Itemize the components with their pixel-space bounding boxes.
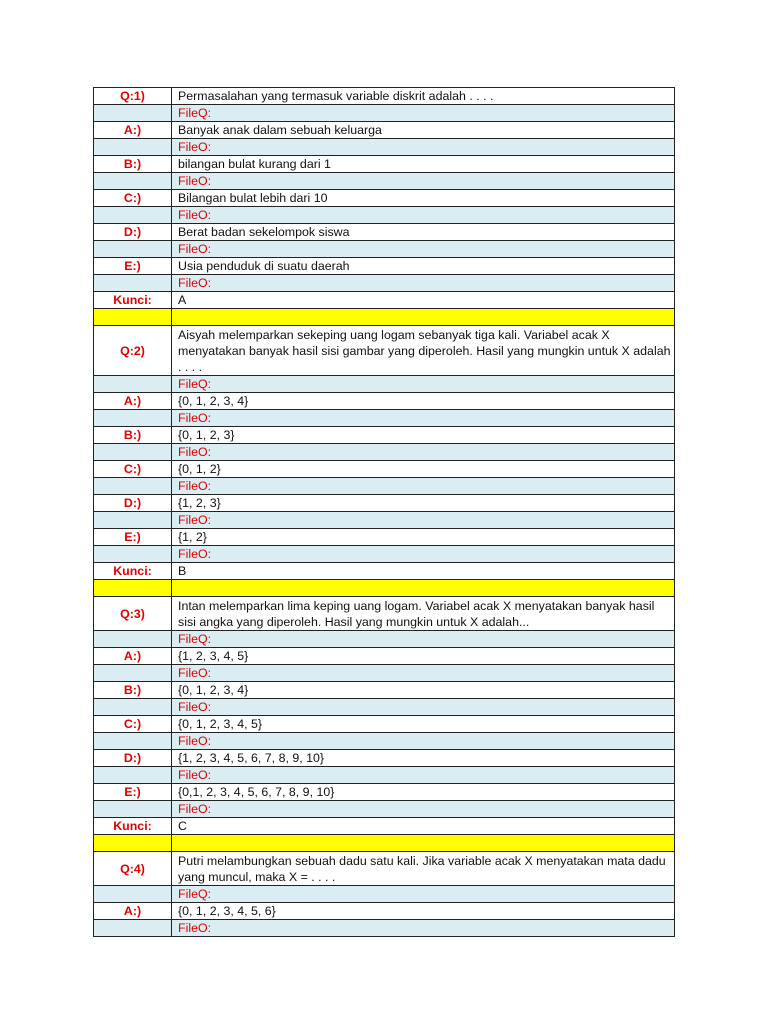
option-row [94,648,675,665]
option-row-text: {0, 1, 2} [172,461,675,478]
question-file-row-text: FileQ: [172,886,675,903]
option-file-row [94,920,675,937]
option-file-row-label [94,920,172,937]
option-row-label: E:) [94,529,172,546]
option-row-label: B:) [94,682,172,699]
option-row [94,224,675,241]
option-file-row-text: FileO: [172,275,675,292]
option-file-row [94,546,675,563]
separator-row [94,835,675,852]
answer-key-row [94,292,675,309]
option-file-row [94,139,675,156]
option-row [94,427,675,444]
question-file-row-text: FileQ: [172,631,675,648]
option-row-text: {1, 2} [172,529,675,546]
option-row-label: C:) [94,190,172,207]
option-file-row-text: FileO: [172,207,675,224]
option-file-row-text: FileO: [172,546,675,563]
option-file-row-label [94,444,172,461]
option-file-row-label [94,275,172,292]
option-row [94,784,675,801]
option-row-label: B:) [94,156,172,173]
option-row-text: {0, 1, 2, 3, 4, 5, 6} [172,903,675,920]
option-file-row [94,801,675,818]
option-row [94,122,675,139]
option-file-row-text: FileO: [172,410,675,427]
option-file-row [94,478,675,495]
option-row-label: B:) [94,427,172,444]
question-row-text: Permasalahan yang termasuk variable diskrit adalah . . . . [172,88,675,105]
answer-key-row-text: A [172,292,675,309]
option-file-row [94,410,675,427]
option-file-row [94,241,675,258]
option-file-row-label [94,512,172,529]
option-file-row [94,767,675,784]
option-row [94,903,675,920]
option-row-text: Berat badan sekelompok siswa [172,224,675,241]
option-file-row-text: FileO: [172,512,675,529]
option-row [94,750,675,767]
question-file-row [94,376,675,393]
answer-key-row-label: Kunci: [94,563,172,580]
option-file-row [94,512,675,529]
answer-key-row-text: C [172,818,675,835]
question-file-row [94,631,675,648]
question-file-row-label [94,631,172,648]
question-row-text: Putri melambungkan sebuah dadu satu kali. Jika variable acak X menyatakan mata dadu yang muncul, maka X = . . . . [172,852,675,886]
option-file-row [94,207,675,224]
separator-row [94,580,675,597]
question-file-row-label [94,376,172,393]
option-row-label: D:) [94,224,172,241]
option-row [94,258,675,275]
option-row-label: A:) [94,648,172,665]
option-file-row-label [94,546,172,563]
question-file-row-text: FileQ: [172,105,675,122]
option-file-row-text: FileO: [172,733,675,750]
option-file-row-text: FileO: [172,444,675,461]
question-row-label: Q:4) [94,852,172,886]
question-row [94,88,675,105]
question-file-row [94,886,675,903]
question-file-row-label [94,886,172,903]
question-row [94,326,675,376]
option-row [94,682,675,699]
option-file-row-label [94,801,172,818]
option-row [94,716,675,733]
question-row-label: Q:2) [94,326,172,376]
option-file-row [94,444,675,461]
option-file-row [94,275,675,292]
separator-row [94,309,675,326]
option-file-row-text: FileO: [172,767,675,784]
option-file-row-label [94,665,172,682]
option-row-text: Bilangan bulat lebih dari 10 [172,190,675,207]
option-row-label: A:) [94,393,172,410]
option-file-row [94,733,675,750]
answer-key-row-label: Kunci: [94,292,172,309]
separator-row-text [172,309,675,326]
option-row-label: A:) [94,122,172,139]
question-row-label: Q:1) [94,88,172,105]
option-row [94,190,675,207]
option-row-label: D:) [94,495,172,512]
option-row-text: {1, 2, 3, 4, 5, 6, 7, 8, 9, 10} [172,750,675,767]
option-row-text: Usia penduduk di suatu daerah [172,258,675,275]
question-row-label: Q:3) [94,597,172,631]
option-row-text: bilangan bulat kurang dari 1 [172,156,675,173]
answer-key-row [94,818,675,835]
separator-row-text [172,580,675,597]
option-row-label: C:) [94,461,172,478]
question-row-text: Aisyah melemparkan sekeping uang logam sebanyak tiga kali. Variabel acak X menyatakan banyak hasil sisi gambar yang diperoleh. Hasil yang mungkin untuk X adalah . . . . [172,326,675,376]
option-row-label: C:) [94,716,172,733]
option-row [94,529,675,546]
separator-row-label [94,309,172,326]
option-file-row [94,699,675,716]
option-file-row-label [94,699,172,716]
question-sheet-table [93,87,675,937]
answer-key-row-label: Kunci: [94,818,172,835]
option-row-text: {0, 1, 2, 3} [172,427,675,444]
option-file-row-label [94,241,172,258]
option-file-row-text: FileO: [172,665,675,682]
option-row-text: {1, 2, 3, 4, 5} [172,648,675,665]
question-file-row [94,105,675,122]
option-row-label: A:) [94,903,172,920]
option-row-text: {1, 2, 3} [172,495,675,512]
option-row-text: {0,1, 2, 3, 4, 5, 6, 7, 8, 9, 10} [172,784,675,801]
option-file-row [94,173,675,190]
option-row-label: E:) [94,784,172,801]
separator-row-label [94,580,172,597]
option-row-label: E:) [94,258,172,275]
option-file-row-text: FileO: [172,920,675,937]
option-file-row-label [94,733,172,750]
separator-row-label [94,835,172,852]
option-file-row [94,665,675,682]
question-row [94,597,675,631]
option-file-row-label [94,173,172,190]
option-row [94,461,675,478]
option-file-row-text: FileO: [172,801,675,818]
question-row-text: Intan melemparkan lima keping uang logam. Variabel acak X menyatakan banyak hasil sisi angka yang diperoleh. Hasil yang mungkin untuk X adalah... [172,597,675,631]
option-row-text: Banyak anak dalam sebuah keluarga [172,122,675,139]
option-row [94,156,675,173]
question-sheet-body [94,88,675,937]
option-file-row-label [94,139,172,156]
question-row [94,852,675,886]
option-row-text: {0, 1, 2, 3, 4, 5} [172,716,675,733]
separator-row-text [172,835,675,852]
option-row [94,393,675,410]
option-file-row-text: FileO: [172,173,675,190]
option-row-text: {0, 1, 2, 3, 4} [172,682,675,699]
question-file-row-label [94,105,172,122]
option-file-row-label [94,207,172,224]
option-file-row-text: FileO: [172,699,675,716]
option-row-label: D:) [94,750,172,767]
option-row-text: {0, 1, 2, 3, 4} [172,393,675,410]
answer-key-row [94,563,675,580]
question-file-row-text: FileQ: [172,376,675,393]
option-file-row-text: FileO: [172,139,675,156]
answer-key-row-text: B [172,563,675,580]
option-file-row-label [94,767,172,784]
option-file-row-label [94,410,172,427]
option-file-row-text: FileO: [172,478,675,495]
option-file-row-label [94,478,172,495]
option-file-row-text: FileO: [172,241,675,258]
option-row [94,495,675,512]
